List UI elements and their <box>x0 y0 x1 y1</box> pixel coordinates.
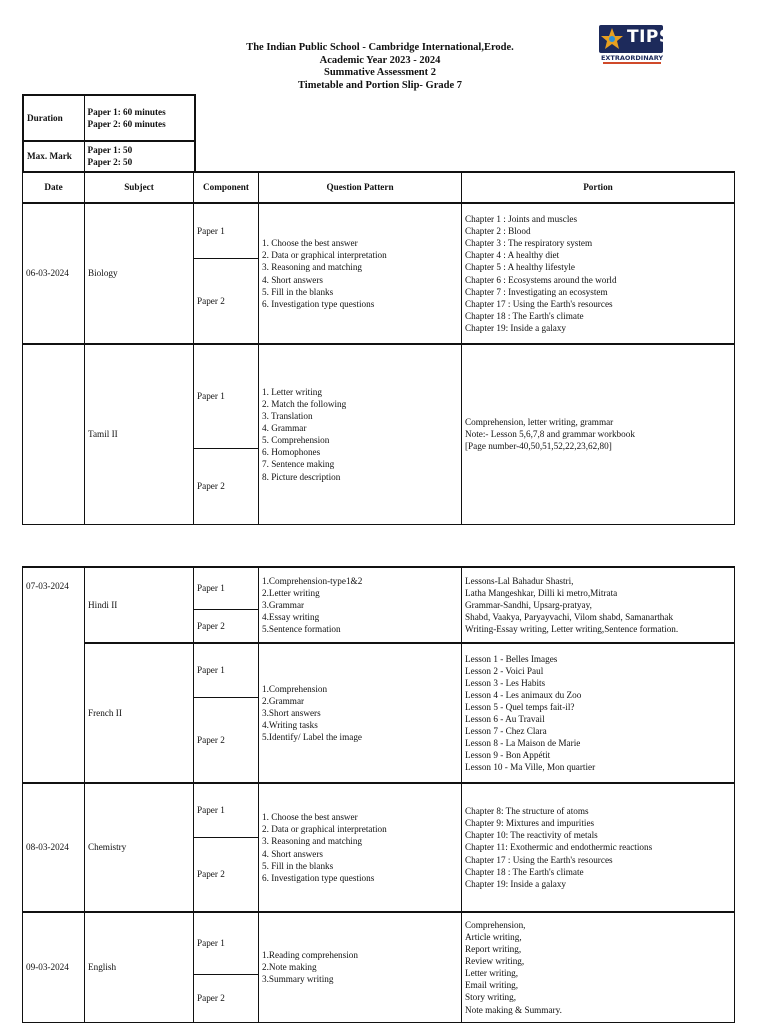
exam-date <box>23 344 85 524</box>
logo-tagline: EXTRAORDINARY <box>600 54 664 62</box>
table-row <box>23 783 735 837</box>
question-pattern: 1. Choose the best answer 2. Data or graphical interpretation 3. Reasoning and matching 4. Short answers 5. Fill in the blanks 6. Investigation type questions <box>259 783 462 912</box>
academic-year: Academic Year 2023 - 2024 <box>319 54 441 66</box>
question-pattern: 1. Choose the best answer 2. Data or graphical interpretation 3. Reasoning and matching 4. Short answers 5. Fill in the blanks 6. Investigation type questions <box>259 203 462 344</box>
logo-underline <box>603 62 661 64</box>
maxmark-value: Paper 1: 50 Paper 2: 50 <box>84 141 195 171</box>
column-header-component: Component <box>194 172 259 203</box>
subject-name: French II <box>85 643 194 783</box>
table-row <box>23 344 735 448</box>
component-paper-2: Paper 2 <box>194 837 259 912</box>
table-row <box>23 203 735 258</box>
timetable-part-1 <box>22 171 735 525</box>
component-paper-1: Paper 1 <box>194 643 259 697</box>
exam-date: 06-03-2024 <box>23 203 85 344</box>
component-paper-1: Paper 1 <box>194 203 259 258</box>
document-title: Timetable and Portion Slip- Grade 7 <box>297 79 463 91</box>
component-paper-1: Paper 1 <box>194 344 259 448</box>
maxmark-label: Max. Mark <box>23 141 84 171</box>
question-pattern: 1.Comprehension 2.Grammar 3.Short answers 4.Writing tasks 5.Identify/ Label the image <box>259 643 462 783</box>
duration-label: Duration <box>23 95 84 141</box>
subject-name: Tamil II <box>85 344 194 524</box>
question-pattern: 1.Comprehension-type1&2 2.Letter writing 3.Grammar 4.Essay writing 5.Sentence formation <box>259 567 462 643</box>
assessment-name: Summative Assessment 2 <box>324 67 436 78</box>
component-paper-2: Paper 2 <box>194 258 259 344</box>
school-logo <box>599 25 672 65</box>
portion: Chapter 1 : Joints and muscles Chapter 2 : Blood Chapter 3 : The respiratory system Chapter 4 : A healthy diet Chapter 5 : A healthy lifestyle Chapter 6 : Ecosystems around the world Chapter 7 : Investigating an ecosystem Chapter 17 : Using the Earth's resources Chapter 18 : The Earth's climate Chapter 19: Inside a galaxy <box>462 203 735 344</box>
subject-name: English <box>85 912 194 1022</box>
component-paper-2: Paper 2 <box>194 448 259 524</box>
subject-name: Hindi II <box>85 567 194 643</box>
component-paper-2: Paper 2 <box>194 974 259 1022</box>
portion: Comprehension, Article writing, Report writing, Review writing, Letter writing, Email writing, Story writing, Note making & Summary. <box>462 912 735 1022</box>
column-header-portion: Portion <box>462 172 735 203</box>
portion: Chapter 8: The structure of atoms Chapter 9: Mixtures and impurities Chapter 10: The reactivity of metals Chapter 11: Exothermic and endothermic reactions Chapter 17 : Using the Earth's resources Chapter 18 : The Earth's climate Chapter 19: Inside a galaxy <box>462 783 735 912</box>
exam-date: 07-03-2024 <box>23 567 85 783</box>
subject-name: Chemistry <box>85 783 194 912</box>
column-header-subject: Subject <box>85 172 194 203</box>
question-pattern: 1.Reading comprehension 2.Note making 3.Summary writing <box>259 912 462 1022</box>
exam-date: 09-03-2024 <box>23 912 85 1022</box>
star-icon <box>599 25 625 53</box>
logo-brand: TIPS <box>627 27 672 47</box>
question-pattern: 1. Letter writing 2. Match the following 3. Translation 4. Grammar 5. Comprehension 6. Homophones 7. Sentence making 8. Picture description <box>259 344 462 524</box>
component-paper-2: Paper 2 <box>194 609 259 643</box>
timetable-part-2 <box>22 566 735 1023</box>
column-header-date: Date <box>23 172 85 203</box>
portion: Comprehension, letter writing, grammar Note:- Lesson 5,6,7,8 and grammar workbook [Page number-40,50,51,52,22,23,62,80] <box>462 344 735 524</box>
school-name: The Indian Public School - Cambridge International,Erode. <box>246 42 514 53</box>
table-row <box>23 567 735 609</box>
component-paper-1: Paper 1 <box>194 783 259 837</box>
component-paper-1: Paper 1 <box>194 567 259 609</box>
duration-value: Paper 1: 60 minutes Paper 2: 60 minutes <box>84 95 195 141</box>
component-paper-2: Paper 2 <box>194 697 259 783</box>
table-row <box>23 643 735 697</box>
subject-name: Biology <box>85 203 194 344</box>
table-row <box>23 912 735 974</box>
exam-date: 08-03-2024 <box>23 783 85 912</box>
portion: Lesson 1 - Belles Images Lesson 2 - Voici Paul Lesson 3 - Les Habits Lesson 4 - Les animaux du Zoo Lesson 5 - Quel temps fait-il? Lesson 6 - Au Travail Lesson 7 - Chez Clara Lesson 8 - La Maison de Marie Lesson 9 - Bon Appétit Lesson 10 - Ma Ville, Mon quartier <box>462 643 735 783</box>
portion: Lessons-Lal Bahadur Shastri, Latha Mangeshkar, Dilli ki metro,Mitrata Grammar-Sandhi, Upsarg-pratyay, Shabd, Vaakya, Paryayvachi, Vilom shabd, Samanarthak Writing-Essay writing, Letter writing,Sentence formation. <box>462 567 735 643</box>
component-paper-1: Paper 1 <box>194 912 259 974</box>
info-table <box>22 94 196 172</box>
column-header-question-pattern: Question Pattern <box>259 172 462 203</box>
